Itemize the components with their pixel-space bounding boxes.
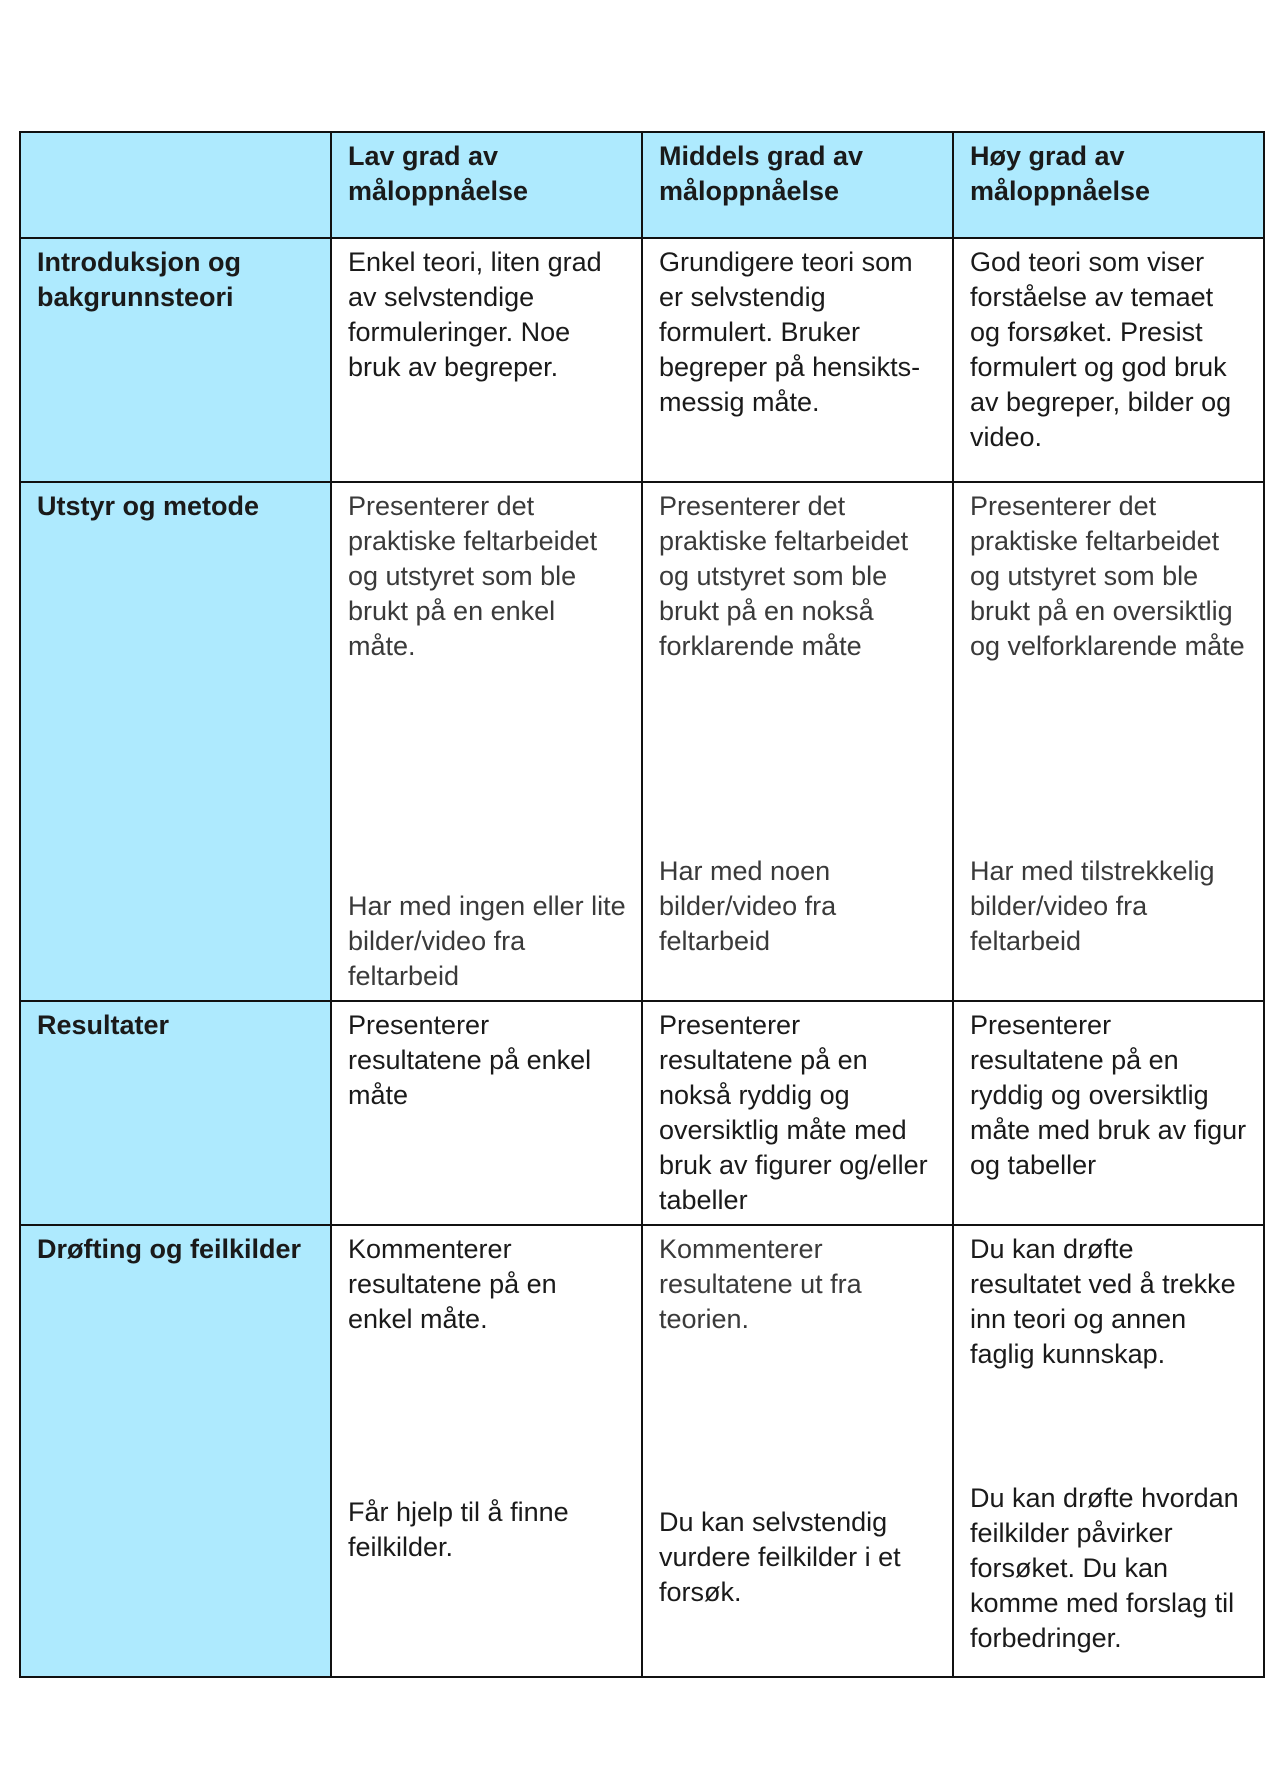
header-high: Høy grad av måloppnåelse xyxy=(953,132,1264,238)
header-medium: Middels grad av måloppnåelse xyxy=(642,132,953,238)
discussion-high-errors: Du kan drøfte hvordan feilkilder påvirker forsøket. Du kan komme med forslag til forbedringer. xyxy=(970,1483,1239,1653)
row-label-results: Resultater xyxy=(20,1001,331,1225)
cell-equipment-high xyxy=(953,482,1264,1001)
rubric-row-introduction xyxy=(20,238,1264,482)
cell-discussion-medium xyxy=(642,1225,953,1677)
cell-introduction-low: Enkel teori, liten grad av selvstendige formuleringer. Noe bruk av begreper. xyxy=(331,238,642,482)
discussion-high-comment: Du kan drøfte resultatet ved å trekke inn teori og annen faglig kunnskap. xyxy=(970,1234,1236,1369)
equipment-low-method: Presenterer det praktiske feltarbeidet og utstyret som ble brukt på en enkel måte. xyxy=(348,491,598,661)
row-label-equipment: Utstyr og metode xyxy=(20,482,331,1001)
row-label-introduction: Introduksjon og bakgrunnsteori xyxy=(20,238,331,482)
discussion-medium-errors: Du kan selvstendig vurdere feilkilder i et forsøk. xyxy=(659,1507,901,1607)
header-row xyxy=(20,132,1264,238)
equipment-high-images: Har med tilstrekkelig bilder/video fra feltarbeid xyxy=(970,856,1215,956)
cell-discussion-high xyxy=(953,1225,1264,1677)
rubric-row-discussion xyxy=(20,1225,1264,1677)
rubric-row-results xyxy=(20,1001,1264,1225)
equipment-low-images: Har med ingen eller lite bilder/video fra feltarbeid xyxy=(348,891,626,991)
cell-results-medium: Presenterer resultatene på en nokså ryddig og oversiktlig måte med bruk av figurer og/eller tabeller xyxy=(642,1001,953,1225)
equipment-high-method: Presenterer det praktiske feltarbeidet og utstyret som ble brukt på en oversiktlig og velforklarende måte xyxy=(970,491,1245,661)
cell-equipment-low xyxy=(331,482,642,1001)
rubric-row-equipment xyxy=(20,482,1264,1001)
cell-introduction-high: God teori som viser forståelse av temaet og forsøket. Presist formulert og god bruk av begreper, bilder og video. xyxy=(953,238,1264,482)
cell-results-high: Presenterer resultatene på en ryddig og oversiktlig måte med bruk av figur og tabeller xyxy=(953,1001,1264,1225)
assessment-rubric-table xyxy=(19,131,1265,1678)
discussion-low-errors: Får hjelp til å finne feilkilder. xyxy=(348,1497,569,1562)
equipment-medium-images: Har med noen bilder/video fra feltarbeid xyxy=(659,856,837,956)
discussion-low-comment: Kommenterer resultatene på en enkel måte. xyxy=(348,1234,557,1334)
row-label-discussion: Drøfting og feilkilder xyxy=(20,1225,331,1677)
header-low: Lav grad av måloppnåelse xyxy=(331,132,642,238)
cell-introduction-medium: Grundigere teori som er selvstendig formulert. Bruker begreper på hensikts-messig måte. xyxy=(642,238,953,482)
cell-equipment-medium xyxy=(642,482,953,1001)
cell-discussion-low xyxy=(331,1225,642,1677)
discussion-medium-comment: Kommenterer resultatene ut fra teorien. xyxy=(659,1234,862,1334)
equipment-medium-method: Presenterer det praktiske feltarbeidet og utstyret som ble brukt på en nokså forklarende måte xyxy=(659,491,909,661)
cell-results-low: Presenterer resultatene på enkel måte xyxy=(331,1001,642,1225)
header-empty-cell xyxy=(20,132,331,238)
